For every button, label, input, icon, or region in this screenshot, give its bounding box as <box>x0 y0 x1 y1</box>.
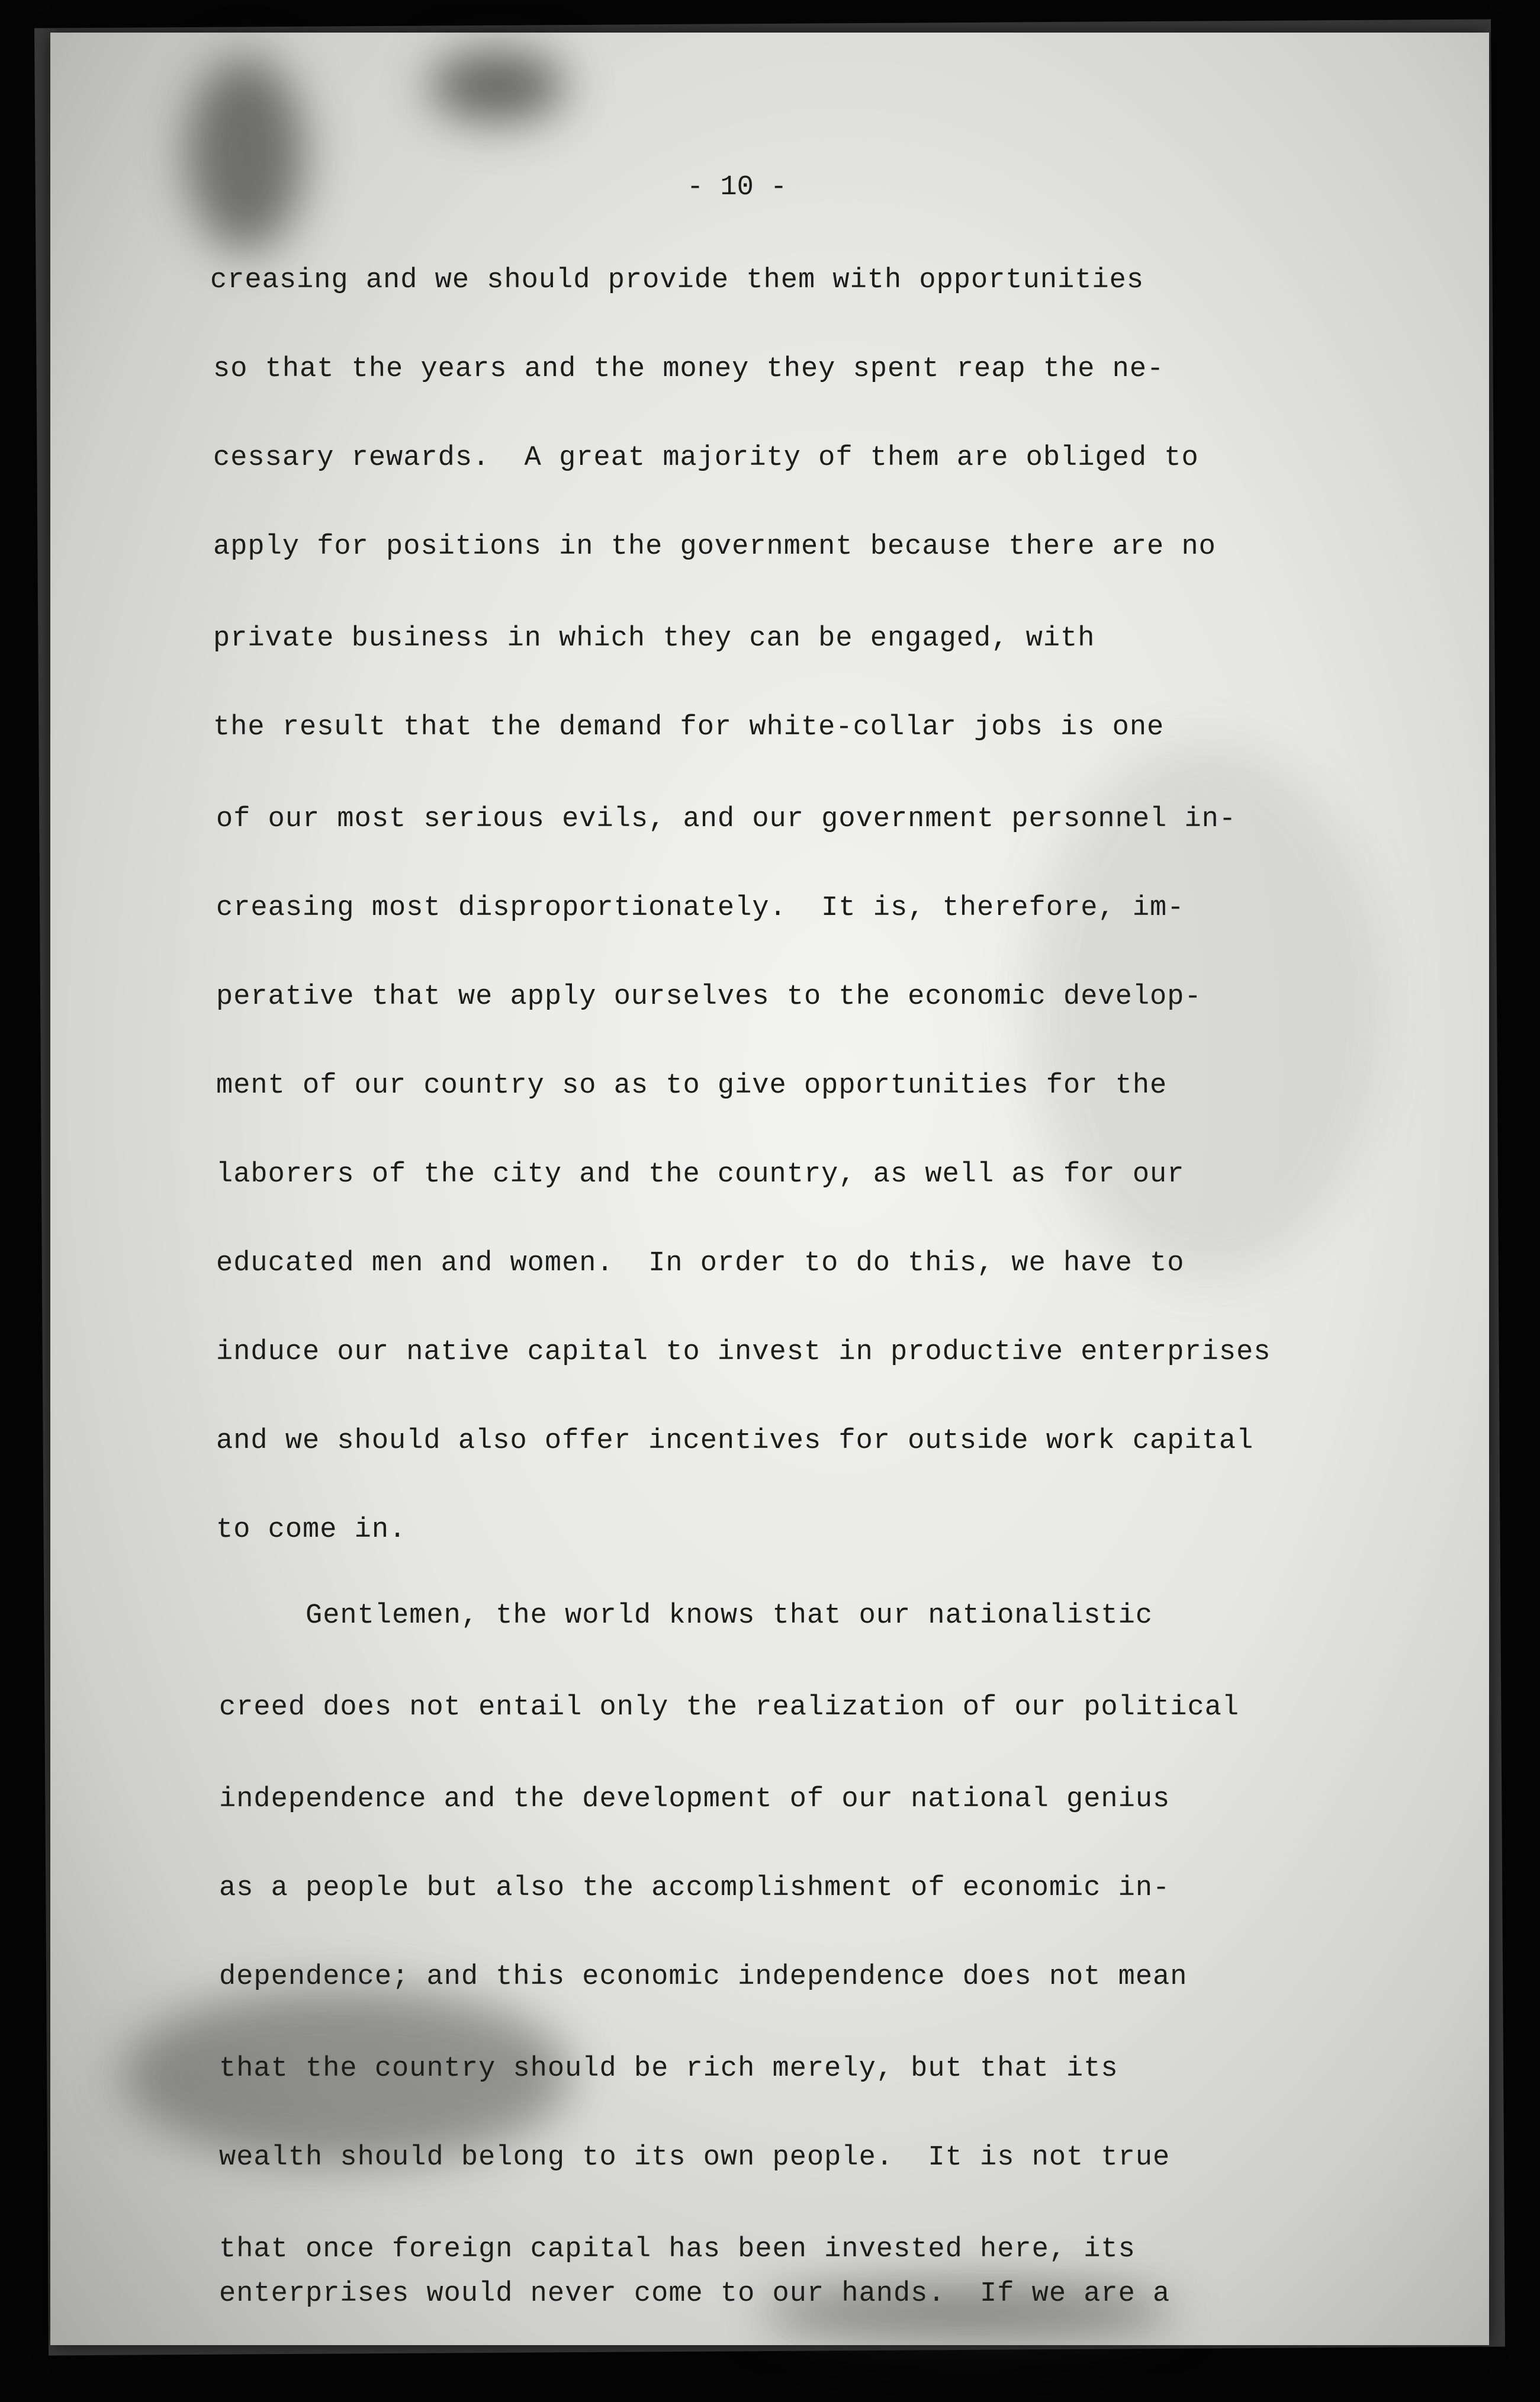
text-line: the result that the demand for white-collar jobs is one <box>213 712 1165 743</box>
text-line: cessary rewards. A great majority of them are obliged to <box>213 442 1199 474</box>
text-line: dependence; and this economic independence does not mean <box>219 1961 1188 1993</box>
text-line: creasing most disproportionately. It is, therefore, im- <box>216 892 1185 924</box>
text-line: educated men and women. In order to do this, we have to <box>216 1248 1185 1279</box>
ink-smudge <box>187 56 305 252</box>
text-line: induce our native capital to invest in productive enterprises <box>216 1337 1271 1368</box>
text-line: creed does not entail only the realization of our political <box>219 1692 1240 1723</box>
text-line: independence and the development of our national genius <box>219 1784 1171 1815</box>
text-line: creasing and we should provide them with opportunities <box>210 265 1144 296</box>
text-line: to come in. <box>216 1514 407 1546</box>
ink-smudge <box>429 50 565 121</box>
text-line: wealth should belong to its own people. It is not true <box>219 2142 1171 2173</box>
text-line: perative that we apply ourselves to the economic develop- <box>216 981 1202 1013</box>
text-line: Gentlemen, the world knows that our nationalistic <box>219 1600 1153 1632</box>
text-line: so that the years and the money they spent reap the ne- <box>213 354 1165 385</box>
text-line: that the country should be rich merely, but that its <box>219 2053 1118 2085</box>
text-line: of our most serious evils, and our government personnel in- <box>216 804 1237 835</box>
text-line: as a people but also the accomplishment of economic in- <box>219 1873 1171 1904</box>
text-line: laborers of the city and the country, as well as for our <box>216 1159 1185 1190</box>
text-line: private business in which they can be engaged, with <box>213 623 1095 654</box>
text-line: that once foreign capital has been invested here, its <box>219 2234 1136 2265</box>
text-line: ment of our country so as to give opportunities for the <box>216 1070 1168 1102</box>
text-line: enterprises would never come to our hands. If we are a <box>219 2278 1171 2310</box>
text-line: apply for positions in the government because there are no <box>213 531 1216 563</box>
text-line: and we should also offer incentives for outside work capital <box>216 1425 1254 1457</box>
page-number: - 10 - <box>687 172 787 203</box>
